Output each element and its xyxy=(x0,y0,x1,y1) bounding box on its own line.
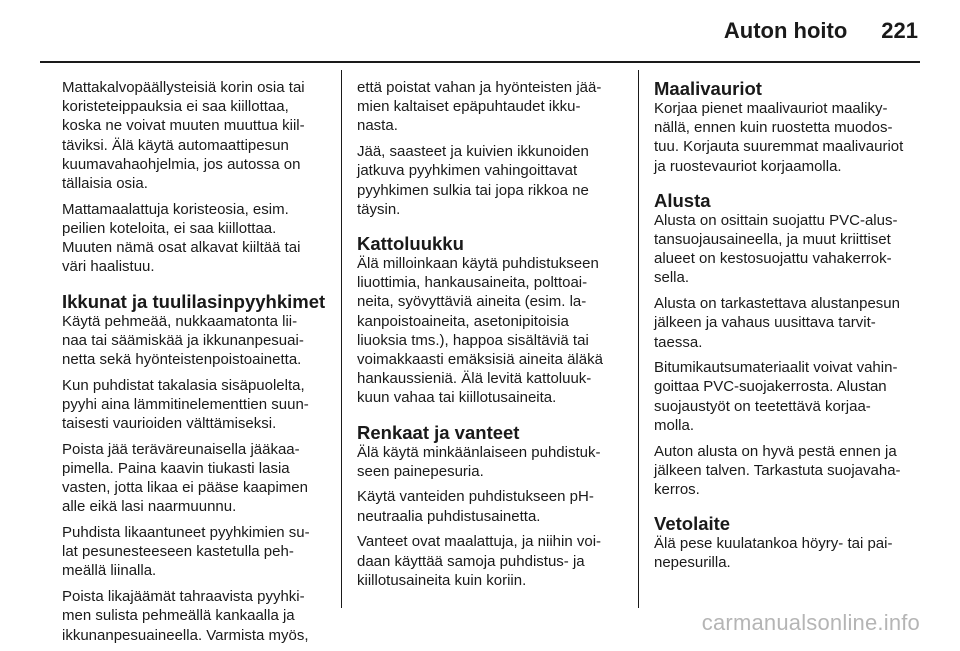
text-line: voimakkaasti emäksisiä aineita äläkä xyxy=(357,350,603,368)
text-line: taisesti vaurioiden välttämiseksi. xyxy=(62,415,277,433)
text-line: suojaustyöt on teetettävä korjaa- xyxy=(654,397,871,415)
column-divider xyxy=(341,70,342,608)
text-line: taessa. xyxy=(654,333,703,351)
text-line: Alusta on tarkastettava alustanpesun xyxy=(654,295,900,313)
text-line: alle eikä lasi naarmuunnu. xyxy=(62,498,237,516)
text-line: seen painepesuria. xyxy=(357,462,484,480)
text-line: goittaa PVC-suojakerrosta. Alustan xyxy=(654,378,887,396)
paragraph xyxy=(654,211,922,288)
paragraph xyxy=(357,487,622,525)
text-line: tansuojausaineella, ja muut kriittiset xyxy=(654,231,891,249)
column-3 xyxy=(654,78,922,579)
section-heading: Alusta xyxy=(654,189,711,211)
text-line: kuun vahaa tai kiillotusaineita. xyxy=(357,389,557,407)
page-header xyxy=(724,18,918,48)
text-line: Puhdista likaantuneet pyyhkimien su- xyxy=(62,524,310,542)
paragraph xyxy=(62,200,327,277)
text-line: jälkeen ja vahaus uusittava tarvit- xyxy=(654,314,876,332)
text-line: alueet on kestosuojattu vahakerrok- xyxy=(654,250,892,268)
text-line: Mattakalvopäällysteisiä korin osia tai xyxy=(62,79,305,96)
section-heading: Kattoluukku xyxy=(357,232,464,254)
text-line: Muuten nämä osat alkavat kiiltää tai xyxy=(62,239,301,257)
text-line: Alusta on osittain suojattu PVC-alus- xyxy=(654,211,898,229)
text-line: pimella. Paina kaavin tiukasti lasia xyxy=(62,459,290,477)
text-line: tuu. Korjauta suuremmat maalivauriot xyxy=(654,138,904,156)
text-line: nasta. xyxy=(357,117,398,135)
text-line: sella. xyxy=(654,269,690,287)
text-line: Älä käytä minkäänlaiseen puhdistuk- xyxy=(357,443,601,461)
text-line: Mattamaalattuja koristeosia, esim. xyxy=(62,200,289,218)
text-line: Käytä pehmeää, nukkaamatonta lii- xyxy=(62,312,298,330)
text-line: Älä pese kuulatankoa höyry- tai pai- xyxy=(654,535,893,553)
text-line: Auton alusta on hyvä pestä ennen ja xyxy=(654,442,897,460)
column-divider xyxy=(638,70,639,608)
watermark: carmanualsonline.info xyxy=(701,610,920,635)
text-line: että poistat vahan ja hyönteisten jää- xyxy=(357,79,602,96)
text-line: väri haalistuu. xyxy=(62,258,155,276)
text-line: liuottimia, hankausaineita, polttoai- xyxy=(357,274,588,292)
text-line: Vanteet ovat maalattuja, ja niihin voi- xyxy=(357,533,602,551)
text-line: koristeteippauksia ei saa kiillottaa, xyxy=(62,98,289,116)
paragraph xyxy=(357,78,622,136)
paragraph xyxy=(62,78,327,193)
text-line: kiillotusaineita kuin koriin. xyxy=(357,571,527,589)
paragraph xyxy=(357,443,622,481)
text-line: pyyhi aina lämmitinelementtien suun- xyxy=(62,395,309,413)
text-line: nällä, ennen kuin ruostetta muodos- xyxy=(654,119,893,137)
text-line: nepesurilla. xyxy=(654,554,731,572)
text-line: Kun puhdistat takalasia sisäpuolelta, xyxy=(62,376,305,394)
text-line: pyyhkimen sulkia tai jopa rikkoa ne xyxy=(357,181,589,199)
text-line: peilien koteloita, ei saa kiillottaa. xyxy=(62,219,277,237)
section-heading: Renkaat ja vanteet xyxy=(357,421,520,443)
paragraph xyxy=(357,142,622,219)
paragraph xyxy=(62,440,327,517)
text-line: men sulista pehmeällä kankaalla ja xyxy=(62,607,295,625)
paragraph xyxy=(654,99,922,176)
paragraph xyxy=(62,312,327,370)
text-line: kerros. xyxy=(654,480,700,498)
column-1 xyxy=(62,78,327,651)
text-line: koska ne voivat muuten muuttua kiil- xyxy=(62,117,305,135)
paragraph xyxy=(654,442,922,500)
text-line: ja ruostevauriot korjaamolla. xyxy=(654,157,842,175)
text-line: netta sekä hyönteistenpoistoainetta. xyxy=(62,350,302,368)
text-line: jälkeen talven. Tarkastuta suojavaha- xyxy=(654,461,901,479)
paragraph xyxy=(357,254,622,408)
paragraph xyxy=(357,532,622,590)
text-line: Korjaa pienet maalivauriot maaliky- xyxy=(654,100,888,117)
text-line: lat pesunesteeseen kastetulla peh- xyxy=(62,543,294,561)
text-line: meällä liinalla. xyxy=(62,562,157,580)
text-line: Käytä vanteiden puhdistukseen pH- xyxy=(357,488,594,506)
text-line: kuumavahaohjelmia, jos autossa on xyxy=(62,155,301,173)
paragraph xyxy=(654,358,922,435)
text-line: kanpoistoaineita, asetonipitoisia xyxy=(357,312,569,330)
text-line: Poista jää teräväreunaisella jääkaa- xyxy=(62,440,300,458)
paragraph xyxy=(654,294,922,352)
header-rule xyxy=(40,61,920,63)
paragraph xyxy=(62,376,327,434)
text-line: naa tai säämiskää ja ikkunanpesuai- xyxy=(62,331,304,349)
column-2 xyxy=(357,78,622,596)
text-line: molla. xyxy=(654,416,695,434)
text-line: Bitumikautsumateriaalit voivat vahin- xyxy=(654,359,898,377)
text-line: tällaisia osia. xyxy=(62,175,148,193)
page-number: 221 xyxy=(881,18,918,43)
text-line: Älä milloinkaan käytä puhdistukseen xyxy=(357,254,599,272)
text-line: täviksi. Älä käytä automaattipesun xyxy=(62,136,289,154)
paragraph xyxy=(654,534,922,572)
text-line: mien kaltaiset epäpuhtaudet ikku- xyxy=(357,98,581,116)
text-line: täysin. xyxy=(357,200,401,218)
text-line: jatkuva pyyhkimen vahingoittavat xyxy=(357,162,578,180)
text-line: liuoksia tms.), happoa sisältäviä tai xyxy=(357,331,589,349)
text-line: daan käyttää samoja puhdistus- ja xyxy=(357,552,585,570)
text-line: neita, syövyttäviä aineita (esim. la- xyxy=(357,293,587,311)
paragraph xyxy=(62,523,327,581)
text-line: Jää, saasteet ja kuivien ikkunoiden xyxy=(357,143,589,161)
text-line: ikkunanpesuaineella. Varmista myös, xyxy=(62,626,309,644)
section-heading: Vetolaite xyxy=(654,513,731,535)
text-line: vasten, jotta likaa ei pääse kaapimen xyxy=(62,479,308,497)
section-heading: Maalivauriot xyxy=(654,78,762,99)
section-title: Auton hoito xyxy=(723,18,848,43)
text-line: Poista likajäämät tahraavista pyyhki- xyxy=(62,588,305,606)
section-heading: Ikkunat ja tuulilasinpyyhkimet xyxy=(62,290,326,312)
text-line: hankaussieniä. Älä levitä kattoluuk- xyxy=(357,370,592,388)
text-line: neutraalia puhdistusainetta. xyxy=(357,507,541,525)
paragraph xyxy=(62,587,327,645)
